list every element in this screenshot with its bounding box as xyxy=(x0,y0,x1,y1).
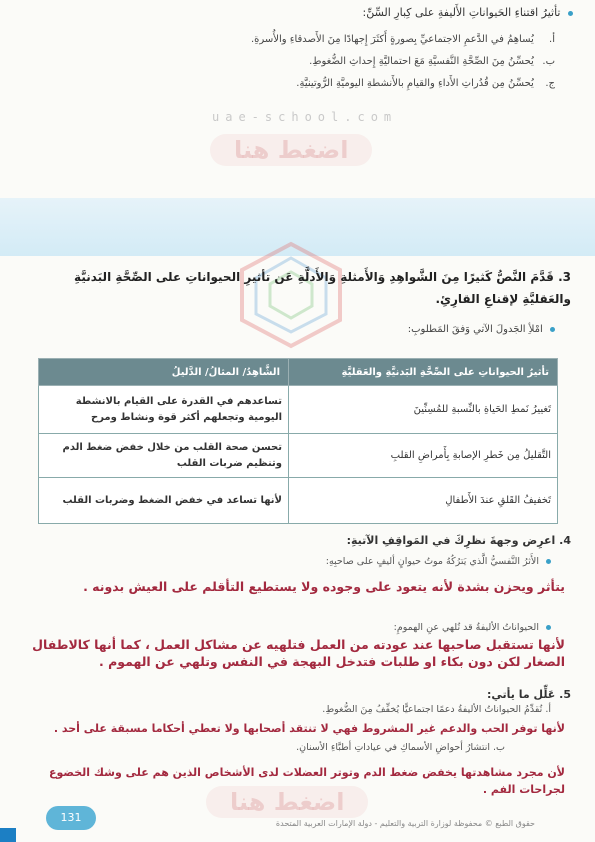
question-3: 3. قَدَّمَ النَّصُّ كَثيرًا مِنَ الشَّواهِدِ وَالأَمثلةِ وَالأَدلَّةِ عَن تأثيرِ الحيواناتِ على الصِّحَّةِ البَدنيَّةِ والعَقليَّةِ لإقناعِ القارِئِ. xyxy=(74,270,571,306)
footer-copyright: حقوق الطبع © محفوظة لوزارة التربية والتعليم - دولة الإمارات العربية المتحدة xyxy=(275,819,535,828)
option-b xyxy=(95,56,555,67)
option-a xyxy=(95,34,555,45)
question-4-heading: 4. اعرِض وجهةَ نظرِكَ في المَواقِفِ الآتيةِ: xyxy=(346,534,571,547)
option-c xyxy=(95,78,555,89)
table-cell-evidence[interactable]: تحسن صحة القلب من خلال خفض ضغط الدم وتنظيم ضربات القلب xyxy=(39,434,289,478)
effects-table xyxy=(38,358,558,524)
table-row xyxy=(39,434,558,478)
question-5-heading: 5. عَلِّل ما يأتي: xyxy=(486,688,571,701)
question-4-prompt-2 xyxy=(394,622,551,633)
table-row xyxy=(39,386,558,434)
option-letter: ب. xyxy=(542,56,555,67)
table-cell-effect: تَخفيفُ القَلقِ عندَ الأَطفالِ xyxy=(289,478,558,524)
table-cell-evidence[interactable]: لأنها تساعد في خفض الضغط وضربات القلب xyxy=(39,478,289,524)
table-header-effect: تأثيرُ الحيواناتِ على الصِّحَّةِ البَدنيَّةِ والعَقليَّةِ xyxy=(289,359,558,386)
watermark-site: uae-school.com xyxy=(212,110,398,124)
press-here-watermark-bottom[interactable]: اضغط هنا xyxy=(206,786,368,818)
option-letter: ج. xyxy=(545,78,555,89)
question-4-prompt-1 xyxy=(326,556,551,567)
heading-text: تأثيرُ اقتناءِ الحَيواناتِ الأَليفةِ على كِبارِ السِّنِّ: xyxy=(362,6,561,19)
option-text: يُحسِّنُ مِن قُدُراتِ الأَداءِ والقيامِ بالأَنشطةِ اليوميَّةِ الرُّوتينيَّةِ. xyxy=(296,78,534,89)
prompt-text: الأَثرُ النَّفسيُّ الَّذي يَترُكُهُ موتُ حيوانٍ أليفٍ على صاحبِهِ: xyxy=(325,556,539,567)
page-number-badge: 131 xyxy=(46,806,96,830)
bullet-icon xyxy=(568,11,573,16)
table-cell-effect: تَغييرُ نَمطِ الحَياةِ بالنِّسبةِ للمُسِنِّينَ xyxy=(289,386,558,434)
option-letter: أ. xyxy=(549,34,555,45)
answer-5-a[interactable]: لأنها توفر الحب والدعم غير المشروط فهي لا تنتقد أصحابها ولا تعطي أحكاما مسبقة على أحد . xyxy=(53,722,565,735)
question-5-prompt-a: أ. تُقدِّمُ الحيواناتُ الأليفةُ دعمًا اجتماعيًّا يُخفِّفُ مِنَ الضُّغوطِ. xyxy=(322,704,551,715)
answer-5-b[interactable]: لأن مجرد مشاهدتها يخفض ضغط الدم وتوتر العضلات لدى الأشخاص الذين هم على وشك الخضوع لجراحات الفم . xyxy=(48,766,565,796)
press-here-watermark[interactable]: اضغط هنا xyxy=(210,134,372,166)
table-header-row xyxy=(39,359,558,386)
corner-mark xyxy=(0,828,16,842)
bullet-icon xyxy=(546,625,551,630)
bullet-icon xyxy=(546,559,551,564)
table-row xyxy=(39,478,558,524)
question-5-prompt-b: ب. انتشارُ أحواضِ الأسماكِ في عياداتِ أطبَّاءِ الأسنانِ. xyxy=(296,742,505,753)
answer-4-2[interactable]: لأنها تستقبل صاحبها عند عودته من العمل فتلهيه عن مشاكل العمل ، كما أنها كالاطفال الصغار لكن دون بكاء او طلبات فتدخل البهجة في النفس وتلهي عن الهموم . xyxy=(32,637,565,669)
table-cell-evidence[interactable]: تساعدهم في القدرة على القيام بالانشطة اليومية وتجعلهم أكثر قوة ونشاط ومرح xyxy=(39,386,289,434)
question-3-instruction xyxy=(408,324,555,335)
table-header-evidence: الشَّاهِدُ/ المثالُ/ الدَّليلُ xyxy=(39,359,289,386)
option-text: يُساهِمُ في الدَّعمِ الاجتماعيِّ بِصورةٍ أَكثَرَ إِجهادًا مِنَ الأَصدقاءِ والأُسرةِ. xyxy=(250,34,534,45)
bullet-icon xyxy=(550,327,555,332)
table-cell-effect: التَّقليلُ مِن خَطرِ الإصابةِ بِأَمراضِ القلبِ xyxy=(289,434,558,478)
section-heading-elderly xyxy=(362,6,573,19)
answer-4-1[interactable]: يتأثر ويحزن بشدة لأنه يتعود على وجوده ولا يستطيع التأقلم على العيش بدونه . xyxy=(83,579,565,594)
prompt-text: الحيواناتُ الأليفةُ قد تُلهي عنِ الهمومِ: xyxy=(393,622,539,633)
option-text: يُحسِّنُ مِنَ الصِّحَّةِ النَّفسيَّةِ مَعَ احتماليَّةِ إِحداثِ الضُّغوطِ. xyxy=(309,56,534,67)
instruction-text: امْلأِ الجَدولَ الآتي وَفقَ المَطلوبِ: xyxy=(407,324,543,335)
